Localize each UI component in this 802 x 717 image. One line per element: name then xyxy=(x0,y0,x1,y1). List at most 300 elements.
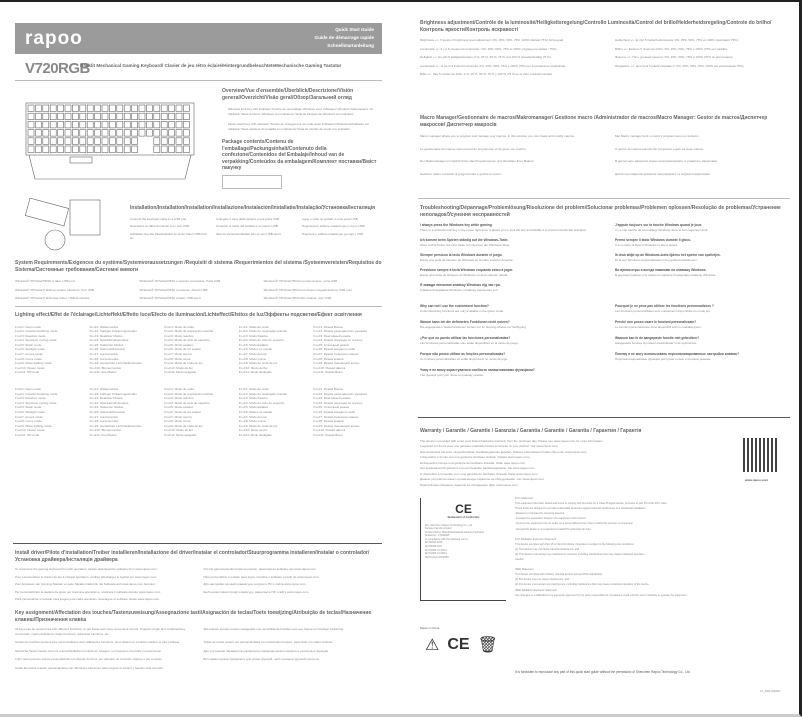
lighting-mode: Fn+F2: Modo de respiração colorido xyxy=(238,329,288,334)
lighting-mode: Fn+F4: Spectrum cycling mode xyxy=(15,338,57,343)
lighting-mode: Fn+F3: Reaktiver Modus xyxy=(89,396,123,401)
guide-title: Schnellstartanleitung xyxy=(327,43,374,48)
key-icon xyxy=(146,105,152,112)
lighting-mode: Fn+F7: Modo Aurora xyxy=(238,352,267,357)
ce-icon: CE xyxy=(447,636,470,653)
key-icon xyxy=(80,121,86,128)
lighting-mode: Fn+F9: Modo de onda de luz xyxy=(164,361,203,366)
warning-icon: ⚠ xyxy=(425,637,440,654)
lighting-mode: Fn+F10: Modo de flor xyxy=(238,428,268,433)
lighting-mode: Fn+F5: Modo estático xyxy=(164,342,194,347)
warranty-item: The device is provided with a two year limited hardware warranty from the purchase day. Please see www.rapoo.com for more information. xyxy=(420,438,604,443)
lighting-mode: Fn+F6: Sternenlichtmodus xyxy=(89,347,125,352)
key-icon xyxy=(132,130,138,137)
key-icon xyxy=(117,138,123,145)
installation-step: Connect the keyboard cable to a USB port. xyxy=(130,216,188,221)
declaration-line: Declare that the product xyxy=(425,527,452,531)
faq-question: J'appuie toujours sur la touche Windows quand je joue. xyxy=(615,223,703,227)
key-icon xyxy=(102,146,108,153)
key-icon xyxy=(117,121,123,128)
lighting-mode: Fn+F1: Modo de onda xyxy=(164,324,194,329)
made-in: Made in China xyxy=(420,626,440,630)
guide-title: Guide de démarrage rapide xyxy=(314,35,374,40)
lighting-mode: Fn+F1: Neon mode xyxy=(15,324,41,329)
faq-item xyxy=(420,238,595,247)
lighting-column xyxy=(313,325,382,376)
key-icon xyxy=(50,138,56,145)
key-assignment-item: Всі клавіші можна призначити для різних функцій, щоб отримати зручний контроль. xyxy=(203,657,320,661)
faq-question: Perché non posso usare le funzioni personalizzate? xyxy=(615,320,697,324)
product-title: Backlit Mechanical Gaming Keyboard/ Clavier de jeu rétro éclairé/HintergrundbeleuchteteMechanische Gaming Tastatur xyxy=(80,63,342,68)
key-icon xyxy=(80,113,86,120)
compliance-line: These limits are designed to provide reasonable protection against harmful interference in a residential installation. xyxy=(515,507,647,511)
lighting-column xyxy=(239,325,308,376)
key-icon xyxy=(43,113,49,120)
key-icon xyxy=(95,105,101,112)
model-name: V720RGB xyxy=(25,60,90,77)
key-icon xyxy=(124,105,130,112)
key-icon xyxy=(72,146,78,153)
lighting-mode: Fn+F11: Off mode xyxy=(15,432,40,437)
lighting-mode: Fn+F5: Статичный режим xyxy=(313,405,349,410)
lighting-mode: Fn+F9: Modo de onda de luz xyxy=(238,361,278,366)
lighting-mode: Fn+F2: Farbiger Pulsierungsmodus xyxy=(89,391,137,396)
faq-question: Waarom kan ik de aangepaste functie niet gebruiken? xyxy=(615,336,700,340)
lighting-mode: Fn+F10: Flower mode xyxy=(15,365,45,370)
key-icon xyxy=(50,113,56,120)
key-icon xyxy=(109,121,115,128)
lighting-mode: Fn+F9: Modo de onda de luz xyxy=(238,423,278,428)
keys-section xyxy=(15,610,382,670)
key-icon xyxy=(50,146,56,153)
declaration-line: In compliance with the following norms: xyxy=(425,537,469,541)
warranty-item: Пристрій має обмежену гарантію на обладнання. Див. www.rapoo.com. xyxy=(420,482,519,487)
key-assignment-item: Toutes les touches peuvent être personnalisées avec différentes fonctions, pour obtenir un contrôle meilleur et plus pratique. xyxy=(15,640,181,644)
lighting-mode: Fn+F4: Spektralzyklusmodus xyxy=(89,400,129,405)
lighting-column xyxy=(313,387,382,438)
overview-heading: Overview/Vue d'ensemble/Überblick/Descrizione/Visión general/Overzicht/Visão geral/Обзор/Загальний огляд xyxy=(222,88,354,101)
installation-step: Подключите кабель клавиатуры к порту USB. xyxy=(302,224,366,228)
installation-step: Schließen Sie das Tastaturkabel an einen freien USB-Port an. xyxy=(130,231,207,240)
lighting-mode: Fn+F10: Modo de flor xyxy=(164,365,193,370)
driver-item: Om het gametoetsenbord aan te passen, download de software van www.rapoo.com. xyxy=(203,567,317,571)
compliance-line: -Reorient or relocate the receiving antenna. xyxy=(515,512,565,516)
key-icon xyxy=(35,113,41,120)
lighting-mode: Fn+F1: Neon mode xyxy=(15,387,41,392)
faq-question: Я завжди натискаю клавішу Windows під час гри. xyxy=(420,283,501,287)
qr-code xyxy=(743,438,777,472)
faq-item xyxy=(615,223,790,232)
troubleshooting-heading: Troubleshooting/Dépannage/Problemlösung/Risoluzione dei problemi/Solucionar problemas/Problemen oplossen/Resolução de problemas/Устранение неполадок/Усунення несправностей xyxy=(420,205,781,218)
installation-step: Ligue o cabo do teclado a uma porta USB. xyxy=(302,216,359,221)
key-icon xyxy=(72,121,78,128)
key-icon xyxy=(117,105,123,112)
key-icon xyxy=(87,146,93,153)
lighting-mode: Fn+F6: Modo Luz estelar xyxy=(238,410,273,414)
key-icon xyxy=(58,113,64,120)
lighting-mode: Fn+F7: Modo aurora xyxy=(164,414,192,419)
key-icon xyxy=(154,146,160,153)
lighting-mode: Fn+F10: Flower mode xyxy=(15,428,45,433)
lighting-mode: Fn+F3: Реактивный режим xyxy=(313,333,351,338)
key-icon xyxy=(124,138,130,145)
faq-question: Во время игры я всегда нажимаю на клавишу Windows. xyxy=(615,268,707,272)
declaration-line: EN 61000-3-3:2013 xyxy=(425,552,447,556)
lighting-mode: Fn+F5: Statischer Modus xyxy=(89,405,124,410)
warranty-heading: Warranty / Garantie / Garantie / Garanzia / Garantía / Garantie / Garantia / Гарантия / Гарантія xyxy=(420,428,642,434)
lighting-mode: Fn+F6: Modo Luz estelar xyxy=(238,347,273,352)
declaration-line: Model No.: V720RGB xyxy=(425,534,450,538)
lighting-mode: Fn+F3: Modo Reativo xyxy=(238,333,268,338)
key-icon xyxy=(95,113,101,120)
faq-question: I always press the Windows key while gaming. xyxy=(420,223,493,227)
lighting-mode: Fn+F9: Modo de onda de luz xyxy=(164,423,203,428)
key-icon xyxy=(87,113,93,120)
troubleshooting-section xyxy=(420,205,790,377)
system-requirement: Windows® XP/Vista/7/8/10 ou mais recente, porta USB xyxy=(263,279,338,283)
key-assignment-item: Для улучшения параметров управления клавишам можно назначить различные функции. xyxy=(203,648,330,653)
key-icon xyxy=(176,130,182,137)
lighting-mode: Fn+F4: Spektralzyklusmodus xyxy=(89,338,129,343)
lighting-mode: Fn+F3: Reactive mode xyxy=(15,333,46,338)
overview-section xyxy=(222,88,382,189)
key-icon xyxy=(43,138,49,145)
lighting-mode: Fn+F2: Modo de respiración colorido xyxy=(164,391,214,396)
key-icon xyxy=(161,113,167,120)
lighting-mode: Fn+F10: Modo de flor xyxy=(238,365,268,370)
key-icon xyxy=(102,105,108,112)
lighting-mode: Fn+F7: Modo Aurora xyxy=(238,414,267,419)
key-icon xyxy=(95,130,101,137)
lighting-mode: Fn+F7: Auroramodus xyxy=(89,414,118,419)
lighting-mode: Fn+F4: Режим перехода по спектру xyxy=(313,338,363,343)
lighting-mode: Fn+F4: Режим перехода по спектру xyxy=(313,400,363,405)
key-icon xyxy=(65,130,71,137)
system-requirement: Windows® XP/Vista/7/8/10 o versioni successive, Porta USB xyxy=(139,279,221,283)
lighting-mode: Fn+F1: Modo de onda xyxy=(238,387,269,392)
lighting-mode: Fn+F5: Modo Estático xyxy=(238,405,269,410)
lighting-mode: Fn+F7: Режим Северное сияние xyxy=(313,352,359,357)
lighting-mode: Fn+F10: Blumenmodus xyxy=(89,428,121,433)
faq-item xyxy=(615,336,790,345)
brightness-item: Brillo +/-: Hay 5 niveles de brillo: 0 %, 25 %, 50 %, 75 % y 100 % (75 % es el valor predeterminado). xyxy=(420,72,553,76)
key-icon xyxy=(183,105,189,112)
overview-item: Windows lock key with indicator/ Touche de verrouillage Windows avec indicateur/ Windows-Tastensperre mit Indikator/ Tasto di blocco Windows con indicatore/ Tecla de bloqueo de Windows con indicador xyxy=(228,107,374,116)
faq-question: Почему я не могу использовать персонализированные настройки клавиш? xyxy=(615,352,740,356)
lighting-mode: Fn+F9: Gemischter Licht-Wellenmodus xyxy=(89,423,142,428)
weee-bin-icon: 🗑 xyxy=(477,637,498,654)
key-icon xyxy=(43,146,49,153)
lighting-mode: Fn+F3: Modo reactivo xyxy=(164,333,194,338)
faq-answer: Les fonctions personnalisées sont uniquement disponibles en mode jeu. xyxy=(615,308,711,313)
divider xyxy=(15,306,382,307)
faq-item xyxy=(615,268,790,277)
key-icon xyxy=(176,121,182,128)
key-icon xyxy=(28,121,34,128)
lighting-mode: Fn+F5: Static mode xyxy=(15,405,42,410)
system-requirement: Windows® XP/Vista/7/8/10 or later, USB port xyxy=(15,279,75,283)
lighting-mode: Fn+F6: Starlight mode xyxy=(15,347,45,352)
faq-answer: Il y a une touche de verrouillage Windows dans le coin supérieur droit. xyxy=(615,227,709,232)
lighting-mode: Fn+F1: Режим Волна xyxy=(313,324,343,329)
driver-item: Щоб налаштувати ігрову клавіатуру, завантажте ПЗ з сайту www.rapoo.com. xyxy=(203,589,310,594)
macro-item: Met Macro manager kunt u macro's programmeren en beheren. xyxy=(615,134,700,138)
system-requirement: Windows® XP/Vista/7/ 8/10 ou version ultérieure, Port USB xyxy=(15,287,94,292)
faq-answer: Las funciones personalizadas solo están disponibles en el modo de juego. xyxy=(420,340,519,345)
key-icon xyxy=(154,105,160,112)
faq-item xyxy=(420,304,595,313)
key-icon xyxy=(146,121,152,128)
key-icon xyxy=(169,113,175,120)
lighting-mode: Fn+F7: Aurora mode xyxy=(15,352,43,357)
lighting-mode: Fn+F2: Modo de respiración colorido xyxy=(164,329,214,334)
lighting-mode: Fn+F5: Статичный режим xyxy=(313,342,349,347)
lighting-mode: Fn+F6: Режим звездного неба xyxy=(313,347,355,352)
key-icon xyxy=(154,130,160,137)
faq-question: Ik druk altijd op de Windows-toets tijdens het spelen van spelletjes. xyxy=(615,253,721,257)
declaration-line: EN 55032:2015 xyxy=(425,541,443,545)
lighting-mode: Fn+F3: Reaktiver Modus xyxy=(89,333,123,338)
faq-answer: C'è un tasto di blocco Windows in alto a destra. xyxy=(615,242,678,247)
key-icon xyxy=(161,105,167,112)
key-icon xyxy=(102,130,108,137)
compliance-line: -Consult the dealer or an experienced radio/TV technician for help. xyxy=(515,527,592,531)
driver-item: Para personalizar el teclado para juegos para cada operación, descargue el software desde www.rapoo.com. xyxy=(15,597,160,601)
warranty-item: Данное устройство имеет ограниченную гарантию на оборудование. См. www.rapoo.com. xyxy=(420,477,545,481)
lighting-mode: Fn+F11: Modo apagado xyxy=(164,432,197,437)
key-icon xyxy=(87,121,93,128)
lighting-mode: Fn+F4: Modo de ciclo do espectro xyxy=(238,400,285,405)
header-band xyxy=(15,23,382,54)
lighting-mode: Fn+F8: Modo Curva xyxy=(238,419,266,424)
faq-question: ¿Por qué no puedo utilizar las funciones personalizadas? xyxy=(420,336,511,340)
key-icon xyxy=(132,113,138,120)
lighting-column xyxy=(15,387,84,438)
key-icon xyxy=(161,130,167,137)
lighting-mode: Fn+F4: Modo de ciclo de espectro xyxy=(164,338,210,343)
brightness-item: Brightness +/-: 5 levels of brightness level adjustment: 0%, 25%, 50%, 75%, 100% (default 75%) full keypad. xyxy=(420,38,564,42)
key-icon xyxy=(28,105,34,112)
declaration-line: EN 61000-3-2:2014 xyxy=(425,548,447,552)
key-icon xyxy=(161,121,167,128)
key-assignment-item: Todas as teclas podem ser personalizadas com diferentes funções, para obter um maior controlo. xyxy=(203,640,334,644)
lighting-mode: Fn+F1: Wellenmodus xyxy=(89,324,119,329)
lighting-mode: Fn+F9: Режим смешанной волны xyxy=(313,423,360,428)
faq-question: Ich komme beim Spielen ständig auf die Windows-Taste. xyxy=(420,238,509,242)
lighting-mode: Fn+F3: Reactive mode xyxy=(15,396,46,401)
system-heading: System Requirements/Exigences du système/Systemvoraussetzungen /Requisiti di sistema /Requerimientos del sistema /Systeemvereisten/Requisitos do Sistema/Системные требования/Системні вимоги xyxy=(15,260,382,273)
key-icon xyxy=(161,146,167,153)
key-icon xyxy=(28,138,34,145)
lighting-mode: Fn+F11: Режим Выкл xyxy=(313,432,343,437)
key-assignment-item: Tutti i tasti possono essere personalizzati con diverse funzioni, per ottenere un controllo migliore e più comodo. xyxy=(15,657,163,661)
key-icon xyxy=(87,130,93,137)
key-assignment-item: Todas las teclas pueden personalizarse con diferentes funciones para mejorar el control y hacerlo más cómodo. xyxy=(15,665,164,670)
lighting-mode: Fn+F4: Modo de ciclo do espectro xyxy=(238,338,285,343)
faq-item xyxy=(615,352,790,361)
compliance-line: ISED Radiation Exposure Statement xyxy=(515,588,557,592)
lighting-mode: Fn+F2: Режим разноцветного дыхания xyxy=(313,329,367,334)
key-icon xyxy=(65,138,71,145)
key-icon xyxy=(132,138,138,145)
faq-answer: Le funzioni personalizzate sono disponibili solo in modalità gioco. xyxy=(615,324,702,329)
brightness-item: Brilho +/-: Existem 5 níveis de brilho: 0%, 25%, 50%, 75% e 100% (75% por padrão). xyxy=(615,46,728,51)
declaration-line: EN 55035:2017 xyxy=(425,545,443,549)
key-icon xyxy=(58,105,64,112)
system-requirement: Windows® XP/Vista/7/8/10 of later, USB-poort xyxy=(139,296,201,300)
faq-item xyxy=(420,368,595,377)
key-icon xyxy=(95,138,101,145)
brightness-section xyxy=(420,20,790,77)
guide-titles xyxy=(315,26,374,50)
compliance-line: Any changes or modifications not expressly approved by the party responsible for compliance could void the user's authority to operate the equipment. xyxy=(515,593,688,597)
installation-heading: Installation/Installation/Installation/Installazione/Instalación/Installatie/Instalação/Установка/Інсталяція xyxy=(130,205,376,211)
compliance-line: This device complies with Part 15 of the FCC Rules. Operation is subject to the following two conditions: xyxy=(515,542,635,546)
key-icon xyxy=(139,121,145,128)
driver-section xyxy=(15,550,382,602)
lighting-mode: Fn+F6: Modo de luz estelar xyxy=(164,347,201,352)
key-icon xyxy=(58,138,64,145)
key-icon xyxy=(132,146,138,153)
faq-answer: В верхнем правом углу имеется клавиша блокировки клавиши Windows. xyxy=(615,272,717,277)
key-icon xyxy=(80,105,86,112)
driver-item: Per personalizzare la tastiera da gioco per ciascuna operazione, scaricare il software dal sito www.rapoo.com. xyxy=(15,589,162,594)
key-icon xyxy=(139,130,145,137)
faq-question: Premo sempre il tasto Windows durante il gioco. xyxy=(615,238,692,242)
compliance-line: FCC Radiation Exposure Statement xyxy=(515,537,557,541)
key-icon xyxy=(183,113,189,120)
divider xyxy=(13,543,382,544)
lighting-mode: Fn+F8: Kurvenmodus xyxy=(89,356,119,361)
key-icon xyxy=(35,105,41,112)
key-assignment-item: Alle toetsen kunnen worden aangepast met verschillende functies voor een betere en handiger bediening. xyxy=(203,627,344,631)
macro-section xyxy=(420,115,790,176)
key-icon xyxy=(72,138,78,145)
key-icon xyxy=(72,130,78,137)
key-icon xyxy=(80,130,86,137)
key-icon xyxy=(176,105,182,112)
lighting-column xyxy=(90,325,159,376)
declaration-line: RoHS (EU) 2015/863 xyxy=(425,555,449,559)
system-requirement: Windows® XP/Vista/7/ 8/10 oder höher, USB-Anschluss xyxy=(15,296,90,300)
lighting-mode: Fn+F3: Modo reactivo xyxy=(164,396,194,401)
lighting-mode: Fn+F3: Реактивный режим xyxy=(313,396,351,401)
lighting-mode: Fn+F9: Режим смешанной волны xyxy=(313,361,360,366)
lighting-mode: Fn+F7: Auroramodus xyxy=(89,352,118,357)
lighting-mode: Fn+F5: Modo estático xyxy=(164,405,194,410)
faq-question: Siempre presiono la tecla Windows durante el juego. xyxy=(420,253,503,257)
key-icon xyxy=(102,138,108,145)
lighting-mode: Fn+F10: Modo de flor xyxy=(164,428,193,433)
lighting-mode: Fn+F2: Режим разноцветного дыхания xyxy=(313,391,367,396)
key-icon xyxy=(124,113,130,120)
key-icon xyxy=(124,130,130,137)
key-icon xyxy=(50,105,56,112)
key-icon xyxy=(35,146,41,153)
lighting-heading: Lighting effect/Effet de l'éclairage/Lichteffekt/Effetto luce/Efecto de iluminación/Lichteffect/Efeitos de luz/Эффекты подсветки/Ефект освітлення xyxy=(15,312,362,318)
rapoo-logo: rapoo xyxy=(25,28,83,49)
faq-question: Warum kann ich die definierten Funktionen nicht nutzen? xyxy=(420,320,510,324)
lighting-mode: Fn+F4: Spectrum cycling mode xyxy=(15,400,57,405)
key-icon xyxy=(35,121,41,128)
declaration-line: We, Shenzhen Rapoo Technology Co., Ltd. xyxy=(425,523,473,527)
ce-mark-icon: CE xyxy=(455,502,472,516)
package-contents-box xyxy=(222,175,282,189)
key-icon xyxy=(35,130,41,137)
lighting-mode: Fn+F6: Sternenlichtmodus xyxy=(89,410,125,414)
compliance-line: ISED Statement xyxy=(515,568,534,572)
key-icon xyxy=(28,130,34,137)
key-icon xyxy=(183,138,189,145)
key-icon xyxy=(28,113,34,120)
lighting-mode: Fn+F1: Modo de onda xyxy=(238,324,269,329)
key-icon xyxy=(139,105,145,112)
divider xyxy=(418,198,790,199)
warranty-item: Das Gerät wird mit einer eingeschränkten Hardwaregarantie geliefert. Weitere Informationen finden Sie unter www.rapoo.com. xyxy=(420,449,588,454)
guide-title: Quick Start Guide xyxy=(335,27,374,32)
faq-answer: Existe uma tecla de bloqueio do Windows na área superior direita. xyxy=(420,272,509,277)
key-icon xyxy=(124,146,130,153)
key-icon xyxy=(154,113,160,120)
key-icon xyxy=(50,121,56,128)
key-icon xyxy=(43,121,49,128)
lighting-mode: Fn+F11: Modo desligado xyxy=(238,370,272,375)
key-icon xyxy=(146,130,152,137)
compliance-line: (2) This device must accept any interference received, including interference that may cause undesired operation. xyxy=(515,552,646,556)
lighting-mode: Fn+F6: Starlight mode xyxy=(15,410,45,414)
driver-item: Pour personnaliser le clavier de jeu à chaque opération, veuillez télécharger le logiciel sur www.rapoo.com. xyxy=(15,574,158,579)
lighting-mode: Fn+F1: Modo de onda xyxy=(164,387,194,392)
lighting-column xyxy=(164,387,233,438)
key-icon xyxy=(87,138,93,145)
compliance-line: This device complies with Industry Canada licence-exempt RSS standard(s). xyxy=(515,573,603,577)
brightness-item: Яркость +/-: Пять уровней яркости: 0%, 25%, 50%, 75% и 100% (75% по умолчанию). xyxy=(615,55,734,59)
lighting-mode: Fn+F11: Off mode xyxy=(15,370,40,375)
driver-item: Для настройки игровой клавиатуры загрузите ПО с сайта www.rapoo.com. xyxy=(203,582,307,586)
faq-item xyxy=(420,283,595,292)
key-icon xyxy=(154,138,160,145)
key-icon xyxy=(43,130,49,137)
brightness-item: Яскравість +/-: Доступні 5 рівнів яскравості: 0%, 25%, 50%, 75%, 100% (за умовчанням 75%). xyxy=(615,63,745,68)
website-link[interactable]: www.rapoo.com xyxy=(745,478,769,482)
faq-answer: Existe una tecla de bloqueo de Windows en la parte superior derecha. xyxy=(420,257,514,262)
faq-item xyxy=(615,320,790,329)
lighting-mode: Fn+F8: Curve mode xyxy=(15,419,42,424)
lighting-mode: Fn+F10: Режим Цветок xyxy=(313,428,346,433)
key-icon xyxy=(109,105,115,112)
key-icon xyxy=(161,138,167,145)
divider xyxy=(15,80,382,81)
certification-icons xyxy=(425,635,498,655)
lighting-mode: Fn+F2: Colorful breathing mode xyxy=(15,391,58,396)
lighting-section xyxy=(15,312,382,438)
lighting-mode: Fn+F1: Wellenmodus xyxy=(89,387,119,392)
lighting-mode: Fn+F11: Aus-Modus xyxy=(89,432,117,437)
brightness-item: Helderheid +/-: Er zijn 5 helderheidsniveaus: 0%, 25%, 50%, 75% en 100% (standaard 75%). xyxy=(615,38,739,42)
key-icon xyxy=(117,146,123,153)
lighting-column xyxy=(239,387,308,438)
compliance-line: -Increase the separation between the equipment and receiver. xyxy=(515,517,587,521)
lighting-mode: Fn+F9: Gemischter Licht-Wellenmodus xyxy=(89,361,142,366)
faq-question: Porque não posso utilizar as funções personalizadas? xyxy=(420,352,506,356)
key-icon xyxy=(58,146,64,153)
key-icon xyxy=(58,121,64,128)
installation-section xyxy=(130,205,382,241)
declaration-box xyxy=(420,498,506,601)
warranty-item: O dispositivo é fornecido com uma garantia de hardware limitada. Visite www.rapoo.com. xyxy=(420,471,539,476)
lighting-mode: Fn+F7: Modo aurora xyxy=(164,352,192,357)
compliance-line: -Connect the equipment into an outlet on a circuit different from that to which the receiver is connected. xyxy=(515,522,634,526)
